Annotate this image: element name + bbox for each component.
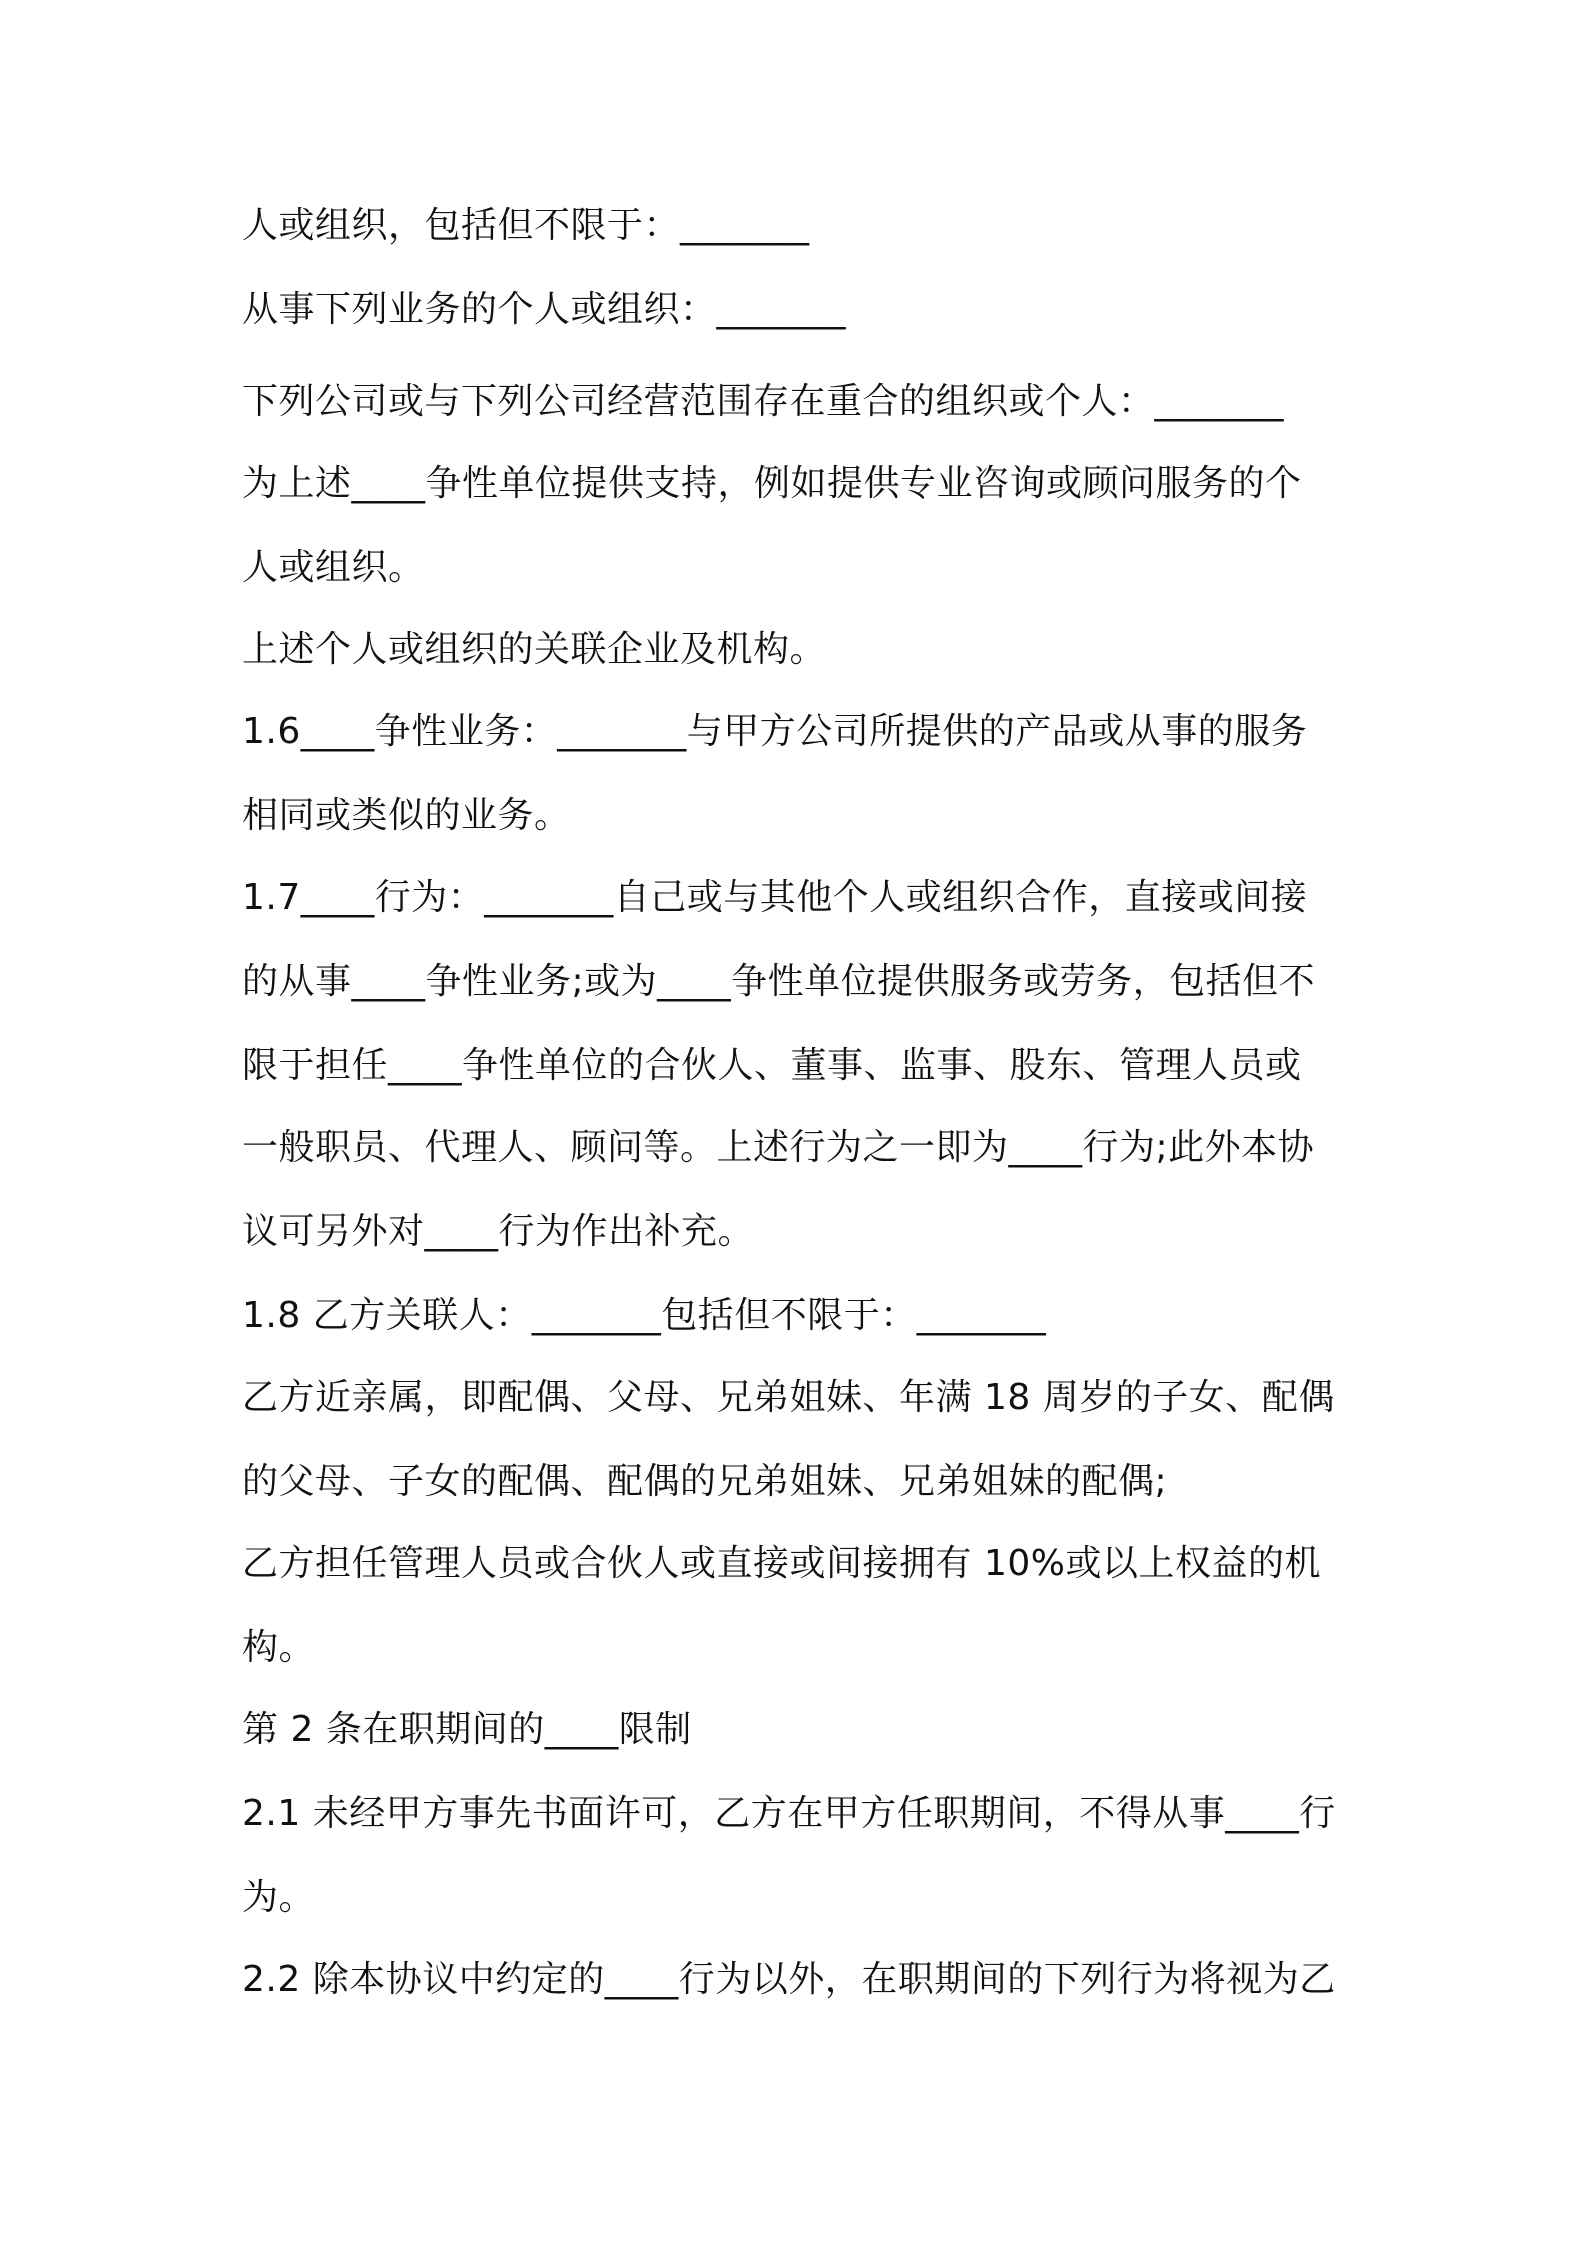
text-line: 人或组织。 [242, 547, 425, 588]
text-line: 1.6____争性业务：_______与甲方公司所提供的产品或从事的服务 [242, 711, 1308, 752]
text-line: 乙方担任管理人员或合伙人或直接或间接拥有 10%或以上权益的机 [242, 1543, 1321, 1584]
text-line: 上述个人或组织的关联企业及机构。 [242, 629, 827, 670]
text-line: 第 2 条在职期间的____限制 [242, 1709, 692, 1750]
text-line: 为。 [242, 1877, 316, 1918]
text-line: 乙方近亲属，即配偶、父母、兄弟姐妹、年满 18 周岁的子女、配偶 [242, 1377, 1335, 1418]
text-line: 从事下列业务的个人或组织：_______ [242, 289, 847, 330]
text-line: 的父母、子女的配偶、配偶的兄弟姐妹、兄弟姐妹的配偶; [242, 1461, 1168, 1502]
text-line: 构。 [242, 1627, 316, 1668]
text-line: 相同或类似的业务。 [242, 795, 571, 836]
text-line: 1.8 乙方关联人：_______包括但不限于：_______ [242, 1295, 1047, 1336]
text-line: 1.7____行为：_______自己或与其他个人或组织合作，直接或间接 [242, 877, 1308, 918]
text-line: 一般职员、代理人、顾问等。上述行为之一即为____行为;此外本协 [242, 1127, 1315, 1168]
text-line: 2.1 未经甲方事先书面许可，乙方在甲方任职期间，不得从事____行 [242, 1793, 1336, 1834]
text-line: 人或组织，包括但不限于：_______ [242, 205, 810, 246]
text-line: 为上述____争性单位提供支持，例如提供专业咨询或顾问服务的个 [242, 463, 1302, 504]
text-line: 下列公司或与下列公司经营范围存在重合的组织或个人：_______ [242, 381, 1285, 422]
text-line: 2.2 除本协议中约定的____行为以外，在职期间的下列行为将视为乙 [242, 1959, 1336, 2000]
text-line: 限于担任____争性单位的合伙人、董事、监事、股东、管理人员或 [242, 1045, 1302, 1086]
text-line: 议可另外对____行为作出补充。 [242, 1211, 755, 1252]
text-line: 的从事____争性业务;或为____争性单位提供服务或劳务，包括但不 [242, 961, 1316, 1002]
